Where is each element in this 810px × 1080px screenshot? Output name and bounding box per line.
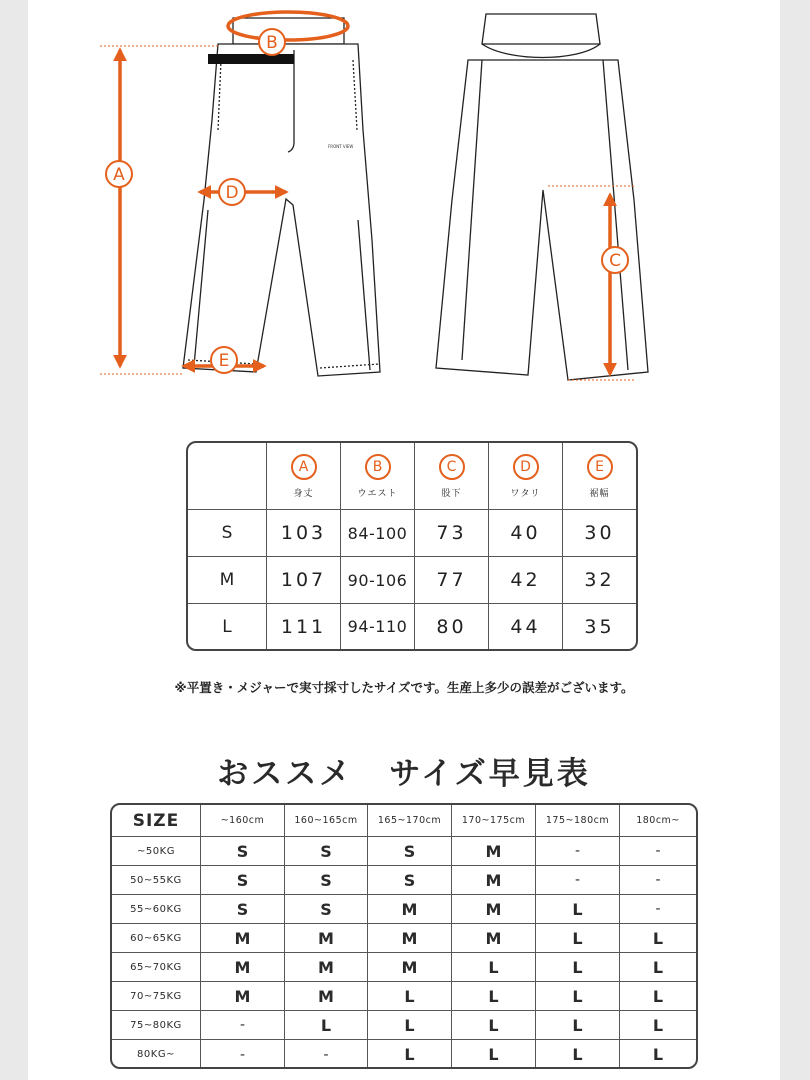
rec-size-cell: S: [368, 866, 452, 895]
meas-cell: 44: [489, 604, 563, 649]
rec-size-cell: -: [620, 895, 696, 924]
meas-header-d: D ワタリ: [489, 443, 563, 510]
rec-size-cell: L: [368, 982, 452, 1011]
meas-cell: 73: [415, 510, 489, 557]
rec-height-header: 165~170cm: [368, 805, 452, 837]
front-pants-drawing: [183, 18, 380, 376]
meas-cell: 90-106: [341, 557, 415, 604]
meas-cell: 77: [415, 557, 489, 604]
rec-size-cell: L: [652, 1045, 664, 1064]
badge-a-icon: [106, 161, 132, 187]
recommend-title-right: サイズ早見表: [389, 756, 591, 792]
rec-size-cell: M: [452, 866, 536, 895]
meas-cell: 84-100: [341, 510, 415, 557]
rec-size-cell: S: [201, 895, 285, 924]
rec-size-cell: S: [285, 837, 368, 866]
rec-size-cell: S: [285, 866, 368, 895]
meas-header-c: C 股下: [415, 443, 489, 510]
svg-text:D: D: [225, 183, 239, 203]
meas-size-l: L: [188, 604, 267, 649]
rec-size-cell: L: [452, 982, 536, 1011]
recommend-title-left: おススメ: [217, 756, 354, 792]
rec-size-cell: L: [536, 1040, 620, 1069]
rec-size-cell: M: [201, 982, 285, 1011]
rec-size-cell: M: [452, 837, 536, 866]
badge-e-icon: [211, 347, 237, 373]
meas-header-b: B ウエスト: [341, 443, 415, 510]
rec-size-cell: L: [368, 1040, 452, 1069]
rec-size-cell: S: [201, 866, 285, 895]
rec-size-cell: L: [620, 924, 696, 953]
rec-size-cell: M: [368, 953, 452, 982]
rec-size-cell: L: [536, 982, 620, 1011]
rec-size-cell: M: [452, 895, 536, 924]
belt-icon: [208, 54, 294, 64]
rec-size-cell: L: [368, 1011, 452, 1040]
rec-height-header: 175~180cm: [536, 805, 620, 837]
meas-cell: 103: [267, 510, 341, 557]
rec-height-header: 160~165cm: [285, 805, 368, 837]
rec-size-cell: M: [285, 982, 368, 1011]
rec-height-header: ~160cm: [201, 805, 285, 837]
rec-size-cell: -: [285, 1040, 368, 1069]
pants-diagram: [28, 0, 780, 400]
rec-height-header: 180cm~: [620, 805, 696, 837]
rec-weight-label: 70~75KG: [112, 982, 201, 1011]
meas-cell: 107: [267, 557, 341, 604]
rec-size-cell: -: [620, 837, 696, 866]
rec-weight-label: 60~65KG: [112, 924, 201, 953]
rec-size-cell: -: [536, 837, 620, 866]
brand-tag-text: FRONT VIEW: [328, 144, 354, 149]
rec-weight-label: 65~70KG: [112, 953, 201, 982]
rec-weight-label: 50~55KG: [112, 866, 201, 895]
measurement-table: [186, 441, 638, 651]
badge-c-icon: [602, 247, 628, 273]
rec-size-cell: -: [201, 1011, 285, 1040]
svg-text:C: C: [609, 251, 621, 271]
meas-header-e: E 裾幅: [563, 443, 636, 510]
rec-size-cell: -: [620, 866, 696, 895]
page: [28, 0, 780, 1080]
meas-cell: 80: [415, 604, 489, 649]
rec-size-cell: L: [536, 895, 620, 924]
meas-size-m: M: [188, 557, 267, 604]
rec-size-cell: S: [368, 837, 452, 866]
rec-size-cell: S: [201, 837, 285, 866]
measurement-note: ※平置き・メジャーで実寸採寸したサイズです。生産上多少の誤差がございます。: [174, 680, 634, 695]
meas-corner-cell: [188, 443, 267, 510]
rec-size-cell: M: [368, 924, 452, 953]
rec-weight-label: 80KG~: [112, 1040, 201, 1069]
rec-size-cell: L: [452, 953, 536, 982]
meas-cell: 32: [563, 557, 636, 604]
svg-text:B: B: [266, 33, 278, 53]
rec-size-cell: M: [452, 924, 536, 953]
svg-text:A: A: [113, 165, 125, 185]
meas-cell: 42: [489, 557, 563, 604]
recommend-table: [110, 803, 698, 1069]
rec-size-cell: L: [620, 982, 696, 1011]
recommend-title: [28, 748, 780, 793]
rec-size-cell: L: [536, 953, 620, 982]
rec-size-cell: S: [285, 895, 368, 924]
meas-cell: 94-110: [341, 604, 415, 649]
rec-size-cell: L: [620, 1011, 696, 1040]
meas-cell: 30: [563, 510, 636, 557]
rec-size-cell: M: [201, 924, 285, 953]
svg-text:E: E: [218, 351, 230, 371]
rec-size-cell: M: [201, 953, 285, 982]
rec-height-header: 170~175cm: [452, 805, 536, 837]
rec-size-cell: M: [285, 953, 368, 982]
rec-size-cell: -: [536, 866, 620, 895]
meas-size-s: S: [188, 510, 267, 557]
rec-size-cell: L: [536, 1011, 620, 1040]
rec-size-cell: L: [452, 1040, 536, 1069]
badge-b-icon: [259, 29, 285, 55]
rec-size-cell: M: [285, 924, 368, 953]
rec-size-cell: L: [536, 924, 620, 953]
rec-weight-label: 75~80KG: [112, 1011, 201, 1040]
badge-d-icon: [219, 179, 245, 205]
meas-cell: 111: [267, 604, 341, 649]
rec-size-cell: L: [285, 1011, 368, 1040]
rec-weight-label: 55~60KG: [112, 895, 201, 924]
meas-cell: 35: [584, 615, 615, 638]
rec-size-cell: L: [452, 1011, 536, 1040]
rec-size-cell: L: [620, 953, 696, 982]
rec-size-cell: -: [201, 1040, 285, 1069]
rec-weight-label: ~50KG: [112, 837, 201, 866]
rec-size-cell: M: [368, 895, 452, 924]
meas-header-a: A 身丈: [267, 443, 341, 510]
rec-corner: SIZE: [112, 805, 201, 837]
meas-cell: 40: [489, 510, 563, 557]
back-pants-drawing: [436, 14, 648, 380]
